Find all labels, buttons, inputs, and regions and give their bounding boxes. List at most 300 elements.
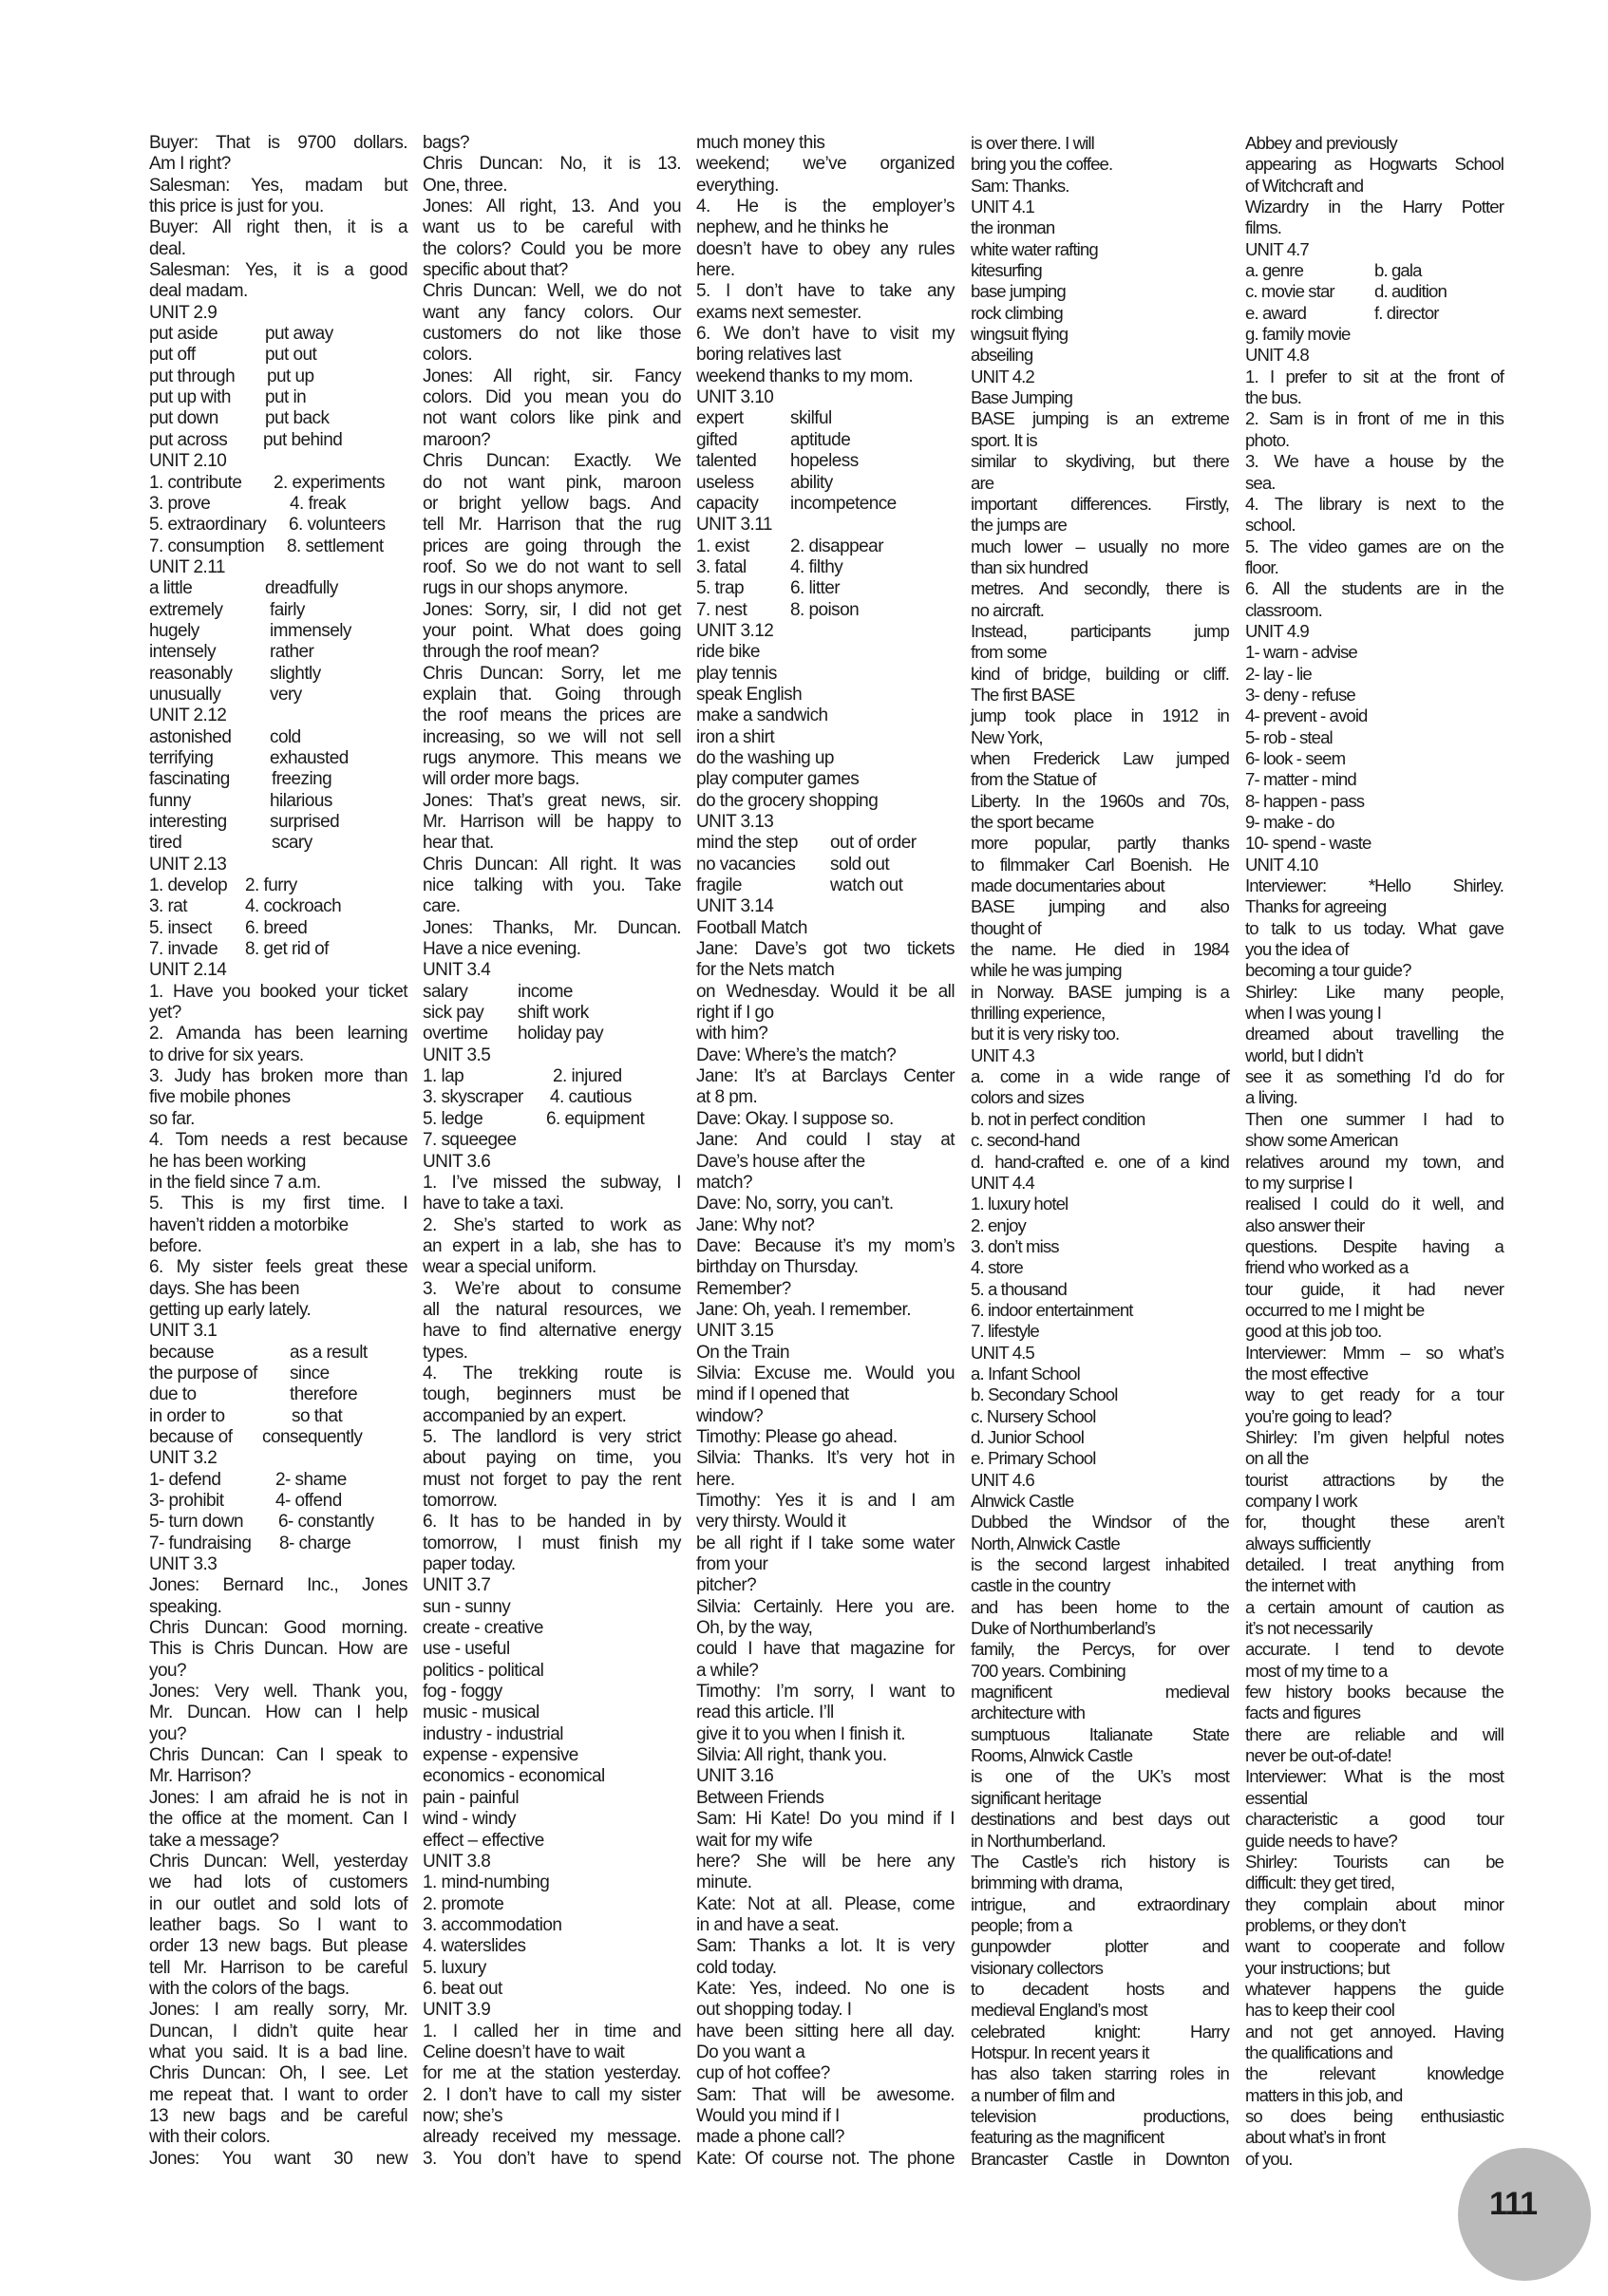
answer-term-right: since bbox=[290, 1363, 330, 1383]
text-line: the internet with bbox=[1245, 1575, 1355, 1596]
answer-term-right: holiday pay bbox=[518, 1024, 604, 1044]
text-line: for the Nets match bbox=[696, 960, 835, 981]
answer-term-left: intensely bbox=[149, 642, 217, 663]
text-line: 1. I prefer to sit at the front of bbox=[1245, 366, 1504, 386]
text-line: not want colors like pink and bbox=[423, 408, 681, 429]
answer-term-left: 5. extraordinary bbox=[149, 515, 267, 536]
unit-heading: UNIT 3.15 bbox=[696, 1321, 774, 1342]
text-line: a certain amount of caution as bbox=[1245, 1596, 1504, 1617]
answer-term-right: 6. equipment bbox=[546, 1108, 645, 1129]
text-line: order 13 new bags. But please bbox=[149, 1936, 407, 1957]
text-line: The first BASE bbox=[971, 684, 1075, 705]
text-line: mind if I opened that bbox=[696, 1384, 849, 1405]
answer-term-right: cold bbox=[270, 726, 301, 747]
text-line: roof. So we do not want to sell bbox=[423, 556, 681, 577]
text-line: classroom. bbox=[1245, 599, 1322, 620]
answer-term-right: 2. furry bbox=[245, 875, 297, 896]
text-line: films. bbox=[1245, 217, 1281, 238]
text-line: facts and figures bbox=[1245, 1703, 1361, 1723]
text-line: Timothy: Yes it is and I am bbox=[696, 1491, 955, 1511]
text-line: always sufficiently bbox=[1245, 1533, 1371, 1553]
text-line: there are reliable and will bbox=[1245, 1723, 1504, 1744]
text-line: in Northumberland. bbox=[971, 1830, 1106, 1851]
text-line: 4. store bbox=[971, 1257, 1023, 1278]
text-line: Silvia: Excuse me. Would you bbox=[696, 1363, 955, 1383]
text-line: Wizardry in the Harry Potter bbox=[1245, 197, 1504, 217]
answer-term-left: tired bbox=[149, 833, 182, 854]
text-line: could I have that magazine for bbox=[696, 1639, 955, 1660]
text-line: people; from a bbox=[971, 1914, 1072, 1935]
text-line: Brancaster Castle in Downton bbox=[971, 2148, 1229, 2169]
text-line: photo. bbox=[1245, 429, 1290, 450]
text-line: at 8 pm. bbox=[696, 1087, 758, 1108]
text-line: Salesman: Yes, madam but bbox=[149, 175, 407, 196]
answer-term-left: 3. fatal bbox=[696, 556, 747, 577]
text-line: tour guide, it had never bbox=[1245, 1278, 1504, 1299]
answer-term-right: put in bbox=[265, 387, 307, 408]
answer-term-right: 6. litter bbox=[790, 578, 841, 599]
page-number: 111 bbox=[1489, 2186, 1537, 2222]
answer-term-right: surprised bbox=[270, 812, 340, 832]
text-line: weekend; we’ve organized bbox=[696, 154, 955, 175]
answer-term-left: the purpose of bbox=[149, 1363, 257, 1383]
answer-pair-line bbox=[149, 748, 407, 769]
text-line: 6. indoor entertainment bbox=[971, 1299, 1133, 1320]
unit-heading: UNIT 3.16 bbox=[696, 1766, 774, 1787]
text-line: most of my time to a bbox=[1245, 1660, 1388, 1681]
answer-term-right: 8- charge bbox=[279, 1533, 351, 1553]
text-line: haven’t ridden a motorbike bbox=[149, 1214, 349, 1235]
text-line: becoming a tour guide? bbox=[1245, 960, 1411, 981]
text-line: specific about that? bbox=[423, 260, 568, 281]
answer-term-right: as a result bbox=[290, 1342, 368, 1363]
text-line: bring you the coffee. bbox=[971, 154, 1113, 175]
answer-term-left: unusually bbox=[149, 684, 221, 705]
text-line: and not get annoyed. Having bbox=[1245, 2021, 1504, 2042]
answer-pair-line bbox=[423, 1066, 681, 1087]
text-line: Hotspur. In recent years it bbox=[971, 2042, 1149, 2062]
answer-term-right: dreadfully bbox=[265, 578, 338, 599]
text-line: company I work bbox=[1245, 1491, 1357, 1511]
text-line: castle in the country bbox=[971, 1575, 1110, 1596]
text-line: Jane: It’s at Barclays Center bbox=[696, 1066, 955, 1087]
answer-pair-line bbox=[423, 1087, 681, 1108]
text-line: the bus. bbox=[1245, 387, 1301, 408]
answer-term-right: b. gala bbox=[1374, 260, 1422, 281]
text-line: is over there. I will bbox=[971, 133, 1094, 153]
answer-term-left: 1. develop bbox=[149, 875, 228, 896]
text-line: Jones: All right, 13. And you bbox=[423, 197, 681, 217]
text-line: in Norway. BASE jumping is a bbox=[971, 981, 1229, 1002]
text-line: much lower – usually no more bbox=[971, 536, 1229, 556]
text-column-3 bbox=[696, 133, 955, 2170]
answer-term-left: put off bbox=[149, 345, 196, 366]
text-line: guide needs to have? bbox=[1245, 1830, 1397, 1851]
text-line: in the field since 7 a.m. bbox=[149, 1172, 321, 1193]
text-line: deal madam. bbox=[149, 281, 248, 302]
text-line: 6. It has to be handed in by bbox=[423, 1512, 681, 1533]
text-line: about paying on time, you bbox=[423, 1448, 681, 1469]
answer-term-left: talented bbox=[696, 451, 757, 472]
answer-pair-line bbox=[149, 918, 407, 939]
text-line: with the colors of the bags. bbox=[149, 1978, 350, 1999]
answer-term-left: expert bbox=[696, 408, 744, 429]
text-line: what you said. It is a bad line. bbox=[149, 2042, 407, 2062]
text-line: Have a nice evening. bbox=[423, 939, 581, 960]
answer-term-right: 8. settlement bbox=[287, 536, 384, 556]
answer-term-left: 3. prove bbox=[149, 493, 211, 514]
answer-term-left: put across bbox=[149, 429, 228, 450]
answer-term-left: because of bbox=[149, 1426, 233, 1447]
text-line: from the Statue of bbox=[971, 769, 1096, 790]
text-line: Chris Duncan: Good morning. bbox=[149, 1618, 407, 1639]
text-column-5 bbox=[1245, 133, 1504, 2170]
text-line: sea. bbox=[1245, 472, 1276, 493]
text-line: with him? bbox=[696, 1024, 768, 1044]
text-line: BASE jumping is an extreme bbox=[971, 408, 1229, 429]
text-line: Dave: Where’s the match? bbox=[696, 1044, 897, 1065]
text-line: do not want pink, maroon bbox=[423, 472, 681, 493]
text-line: the qualifications and bbox=[1245, 2042, 1392, 2062]
text-line: five mobile phones bbox=[149, 1087, 291, 1108]
text-line: they complain about minor bbox=[1245, 1893, 1504, 1914]
text-line: floor. bbox=[1245, 556, 1278, 577]
text-line: 2. She’s started to work as bbox=[423, 1214, 681, 1235]
answer-pair-line bbox=[149, 1406, 407, 1427]
text-line: Dave’s house after the bbox=[696, 1151, 865, 1172]
text-line: must not forget to pay the rent bbox=[423, 1469, 681, 1490]
text-line: Sam: Thanks. bbox=[971, 175, 1069, 196]
answer-pair-line bbox=[149, 727, 407, 748]
text-line: 2. promote bbox=[423, 1893, 504, 1914]
text-line: about what’s in front bbox=[1245, 2127, 1386, 2148]
text-line: Then one summer I had to bbox=[1245, 1108, 1504, 1129]
text-line: Jones: Thanks, Mr. Duncan. bbox=[423, 917, 681, 938]
text-line: 1. Have you booked your ticket bbox=[149, 981, 407, 1002]
text-line: bags? bbox=[423, 133, 470, 153]
answer-term-right: ability bbox=[790, 472, 833, 493]
unit-heading: UNIT 4.3 bbox=[971, 1044, 1034, 1065]
text-line: Jones: Bernard Inc., Jones bbox=[149, 1575, 407, 1596]
answer-term-left: in order to bbox=[149, 1405, 225, 1426]
text-line: BASE jumping and also bbox=[971, 896, 1229, 917]
text-line: 13 new bags and be careful bbox=[149, 2105, 407, 2126]
text-line: of Witchcraft and bbox=[1245, 175, 1364, 196]
answer-term-left: useless bbox=[696, 472, 754, 493]
page-number-badge bbox=[1458, 2148, 1591, 2281]
answer-pair-line bbox=[149, 1491, 407, 1512]
text-line: has to keep their cool bbox=[1245, 2000, 1394, 2021]
text-line: have been sitting here all day. bbox=[696, 2021, 955, 2042]
text-line: essential bbox=[1245, 1787, 1308, 1808]
text-line: Do you want a bbox=[696, 2042, 805, 2062]
answer-term-right: put away bbox=[265, 324, 333, 345]
text-line: Rooms, Alnwick Castle bbox=[971, 1745, 1133, 1766]
answer-pair-line bbox=[149, 1534, 407, 1554]
text-line: this price is just for you. bbox=[149, 197, 324, 217]
text-line: Duke of Northumberland’s bbox=[971, 1618, 1156, 1639]
text-line: a number of film and bbox=[971, 2084, 1115, 2105]
text-line: 1. mind-numbing bbox=[423, 1873, 550, 1893]
unit-heading: UNIT 3.9 bbox=[423, 2000, 491, 2021]
text-line: celebrated knight: Harry bbox=[971, 2021, 1229, 2042]
text-line: while he was jumping bbox=[971, 960, 1122, 981]
answer-term-left: capacity bbox=[696, 493, 759, 514]
text-line: your point. What does going bbox=[423, 620, 681, 641]
answer-pair-line bbox=[149, 494, 407, 515]
answer-pair-line bbox=[149, 1364, 407, 1384]
answer-term-right: rather bbox=[270, 642, 314, 663]
text-line: for me at the station yesterday. bbox=[423, 2063, 681, 2084]
answer-term-left: 1. lap bbox=[423, 1066, 464, 1087]
text-line: maroon? bbox=[423, 429, 491, 450]
unit-heading: UNIT 3.10 bbox=[696, 387, 774, 408]
text-line: on Wednesday. Would it be all bbox=[696, 981, 955, 1002]
answer-pair-line bbox=[149, 875, 407, 896]
text-line: or bright yellow bags. And bbox=[423, 493, 681, 514]
answer-term-left: 1. contribute bbox=[149, 472, 242, 493]
text-line: colors. bbox=[423, 345, 473, 366]
unit-heading: UNIT 3.5 bbox=[423, 1044, 491, 1065]
answer-term-right: incompetence bbox=[790, 493, 897, 514]
text-line: Mr. Duncan. How can I help bbox=[149, 1703, 407, 1723]
answer-term-left: 3- prohibit bbox=[149, 1491, 224, 1511]
answer-pair-line bbox=[423, 982, 681, 1003]
text-line: 6. We don’t have to visit my bbox=[696, 324, 955, 345]
text-line: when I was young I bbox=[1245, 1003, 1381, 1024]
text-line: 2. I don’t have to call my sister bbox=[423, 2084, 681, 2105]
text-line: see it as something I’d do for bbox=[1245, 1066, 1504, 1087]
answer-term-right: 4. cockroach bbox=[245, 896, 342, 917]
answer-term-left: 7. nest bbox=[696, 599, 747, 620]
answer-pair-line bbox=[149, 408, 407, 429]
text-line: 1- warn - advise bbox=[1245, 642, 1357, 663]
text-line: much money this bbox=[696, 133, 825, 153]
text-line: matters in this job, and bbox=[1245, 2084, 1403, 2105]
answer-term-right: skilful bbox=[790, 408, 832, 429]
text-line: 7- matter - mind bbox=[1245, 769, 1356, 790]
text-line: tell Mr. Harrison that the rug bbox=[423, 515, 681, 536]
text-line: Buyer: That is 9700 dollars. bbox=[149, 133, 407, 153]
text-line: on all the bbox=[1245, 1448, 1309, 1469]
unit-heading: UNIT 3.6 bbox=[423, 1151, 491, 1172]
answer-term-left: hugely bbox=[149, 620, 199, 641]
answer-term-right: freezing bbox=[272, 769, 332, 790]
answer-term-right: 8. get rid of bbox=[245, 939, 329, 960]
answer-term-right: put back bbox=[265, 408, 330, 429]
text-line: economics - economical bbox=[423, 1766, 605, 1787]
text-line: 4. Tom needs a rest because bbox=[149, 1130, 407, 1151]
text-line: Kate: Not at all. Please, come bbox=[696, 1893, 955, 1914]
text-line: occurred to me I might be bbox=[1245, 1299, 1425, 1320]
text-line: Dubbed the Windsor of the bbox=[971, 1512, 1229, 1533]
answer-term-right: fairly bbox=[270, 599, 305, 620]
answer-pair-line bbox=[149, 345, 407, 366]
answer-term-left: extremely bbox=[149, 599, 223, 620]
text-line: relatives around my town, and bbox=[1245, 1151, 1504, 1172]
text-line: is one of the UK’s most bbox=[971, 1766, 1229, 1787]
text-line: me repeat that. I want to order bbox=[149, 2084, 407, 2105]
text-line: is the second largest inhabited bbox=[971, 1554, 1229, 1575]
text-line: colors. Did you mean you do bbox=[423, 387, 681, 408]
text-line: tourist attractions by the bbox=[1245, 1469, 1504, 1490]
answer-term-left: funny bbox=[149, 790, 191, 811]
text-line: create - creative bbox=[423, 1618, 543, 1639]
text-line: want to cooperate and follow bbox=[1245, 1936, 1504, 1957]
text-line: Sam: That will be awesome. bbox=[696, 2084, 955, 2105]
unit-heading: UNIT 2.10 bbox=[149, 451, 227, 472]
text-line: take a message? bbox=[149, 1830, 279, 1851]
text-line: The Castle’s rich history is bbox=[971, 1851, 1229, 1872]
text-line: Chris Duncan: Can I speak to bbox=[149, 1745, 407, 1766]
answer-term-left: sick pay bbox=[423, 1003, 484, 1024]
text-line: politics - political bbox=[423, 1660, 544, 1681]
text-line: 5. The video games are on the bbox=[1245, 536, 1504, 556]
unit-heading: UNIT 2.13 bbox=[149, 854, 227, 875]
text-line: sumptuous Italianate State bbox=[971, 1723, 1229, 1744]
text-line: 3. don’t miss bbox=[971, 1235, 1059, 1256]
text-line: the roof means the prices are bbox=[423, 706, 681, 726]
answer-term-left: e. award bbox=[1245, 302, 1307, 323]
text-line: very thirsty. Would it bbox=[696, 1512, 846, 1533]
answer-term-right: slightly bbox=[270, 663, 321, 684]
text-line: rugs in our shops anymore. bbox=[423, 578, 628, 599]
text-line: 4. waterslides bbox=[423, 1936, 526, 1957]
text-line: Base Jumping bbox=[971, 387, 1073, 408]
answer-term-left: 1. exist bbox=[696, 536, 749, 556]
answer-pair-line bbox=[149, 791, 407, 812]
text-line: world, but I didn’t bbox=[1245, 1044, 1363, 1065]
answer-term-right: income bbox=[518, 981, 573, 1002]
text-line: thrilling experience, bbox=[971, 1003, 1106, 1024]
text-line: Thanks for agreeing bbox=[1245, 896, 1387, 917]
text-line: 5- rob - steal bbox=[1245, 726, 1333, 747]
text-line: appearing as Hogwarts School bbox=[1245, 154, 1504, 175]
text-line: tell Mr. Harrison to be careful bbox=[149, 1957, 407, 1978]
unit-heading: UNIT 4.8 bbox=[1245, 345, 1309, 366]
text-line: Am I right? bbox=[149, 154, 231, 175]
answer-pair-line bbox=[149, 939, 407, 960]
text-line: now; she’s bbox=[423, 2105, 502, 2126]
text-line: school. bbox=[1245, 515, 1296, 536]
text-line: detailed. I treat anything from bbox=[1245, 1554, 1504, 1575]
text-line: Silvia: Certainly. Here you are. bbox=[696, 1596, 955, 1617]
text-line: more popular, partly thanks bbox=[971, 833, 1229, 854]
text-line: 5. a thousand bbox=[971, 1278, 1067, 1299]
answer-term-left: because bbox=[149, 1342, 214, 1363]
text-line: Would you mind if I bbox=[696, 2105, 840, 2126]
answer-term-left: 5- turn down bbox=[149, 1512, 244, 1533]
text-line: visionary collectors bbox=[971, 1957, 1104, 1978]
text-line: the most effective bbox=[1245, 1363, 1369, 1383]
text-line: birthday on Thursday. bbox=[696, 1257, 859, 1278]
text-line: important differences. Firstly, bbox=[971, 493, 1229, 514]
answer-pair-line bbox=[149, 833, 407, 854]
answer-pair-line bbox=[696, 430, 955, 451]
text-line: wait for my wife bbox=[696, 1830, 813, 1851]
text-line: pitcher? bbox=[696, 1575, 757, 1596]
text-line: 5. luxury bbox=[423, 1957, 486, 1978]
text-line: Timothy: I’m sorry, I want to bbox=[696, 1682, 955, 1703]
text-line: Kate: Of course not. The phone bbox=[696, 2148, 955, 2169]
text-line: ride bike bbox=[696, 642, 760, 663]
text-line: intrigue, and extraordinary bbox=[971, 1893, 1229, 1914]
text-line: play computer games bbox=[696, 769, 860, 790]
answer-term-right: put up bbox=[267, 366, 314, 386]
text-line: before. bbox=[149, 1235, 202, 1256]
text-line: 1. luxury hotel bbox=[971, 1194, 1069, 1214]
text-line: a. come in a wide range of bbox=[971, 1066, 1229, 1087]
text-line: for, thought these aren’t bbox=[1245, 1512, 1504, 1533]
text-line: accompanied by an expert. bbox=[423, 1405, 627, 1426]
text-line: c. second-hand bbox=[971, 1130, 1080, 1151]
answer-pair-line bbox=[149, 1427, 407, 1448]
answer-term-right: put out bbox=[265, 345, 317, 366]
answer-pair-line bbox=[149, 1343, 407, 1364]
answer-term-right: 4. filthy bbox=[790, 556, 843, 577]
text-line: also answer their bbox=[1245, 1214, 1365, 1235]
text-line: Chris Duncan: All right. It was bbox=[423, 854, 681, 875]
answer-term-left: put through bbox=[149, 366, 236, 386]
text-line: explain that. Going through bbox=[423, 684, 681, 705]
text-line: hear that. bbox=[423, 833, 494, 854]
answer-pair-line bbox=[149, 769, 407, 790]
text-line: Jones: That’s great news, sir. bbox=[423, 790, 681, 811]
answer-term-left: 5. ledge bbox=[423, 1108, 483, 1129]
text-line: a while? bbox=[696, 1660, 759, 1681]
answer-term-left: no vacancies bbox=[696, 854, 796, 875]
text-line: we had lots of customers bbox=[149, 1873, 407, 1893]
text-line: sport. It is bbox=[971, 429, 1037, 450]
text-line: of you. bbox=[1245, 2148, 1293, 2169]
answer-term-right: 4. cautious bbox=[550, 1087, 632, 1108]
text-line: to filmmaker Carl Boenish. He bbox=[971, 854, 1229, 875]
text-line: want us to be careful with bbox=[423, 217, 681, 238]
text-line: a. Infant School bbox=[971, 1363, 1080, 1383]
text-line: Between Friends bbox=[696, 1787, 824, 1808]
text-line: the ironman bbox=[971, 217, 1055, 238]
text-line: so does being enthusiastic bbox=[1245, 2105, 1504, 2126]
text-line: way to get ready for a tour bbox=[1245, 1384, 1504, 1405]
text-line: significant heritage bbox=[971, 1787, 1102, 1808]
text-line: industry - industrial bbox=[423, 1723, 563, 1744]
unit-heading: UNIT 2.12 bbox=[149, 706, 227, 726]
answer-pair-line bbox=[149, 812, 407, 833]
answer-pair-line bbox=[149, 664, 407, 685]
answer-term-right: 2- shame bbox=[275, 1469, 347, 1490]
text-line: want any fancy colors. Our bbox=[423, 302, 681, 323]
text-line: North, Alnwick Castle bbox=[971, 1533, 1120, 1553]
text-line: Interviewer: Mmm – so what’s bbox=[1245, 1342, 1504, 1363]
text-line: Shirley: Tourists can be bbox=[1245, 1851, 1504, 1872]
text-line: Chris Duncan: Oh, I see. Let bbox=[149, 2063, 407, 2084]
text-line: Jones: You want 30 new bbox=[149, 2148, 407, 2169]
text-line: tomorrow, I must finish my bbox=[423, 1533, 681, 1553]
text-line: Jane: Why not? bbox=[696, 1214, 815, 1235]
text-line: doesn’t have to obey any rules bbox=[696, 238, 955, 259]
text-line: 4. The trekking route is bbox=[423, 1363, 681, 1383]
text-column-1 bbox=[149, 133, 407, 2170]
text-line: sun - sunny bbox=[423, 1596, 511, 1617]
answer-term-left: fascinating bbox=[149, 769, 230, 790]
text-line: 7. lifestyle bbox=[971, 1321, 1039, 1342]
text-line: make a sandwich bbox=[696, 706, 828, 726]
text-line: Celine doesn’t have to wait bbox=[423, 2042, 625, 2062]
answer-term-left: 3. rat bbox=[149, 896, 187, 917]
text-line: music - musical bbox=[423, 1703, 539, 1723]
answer-term-right: therefore bbox=[290, 1384, 358, 1405]
answer-term-left: astonished bbox=[149, 726, 232, 747]
